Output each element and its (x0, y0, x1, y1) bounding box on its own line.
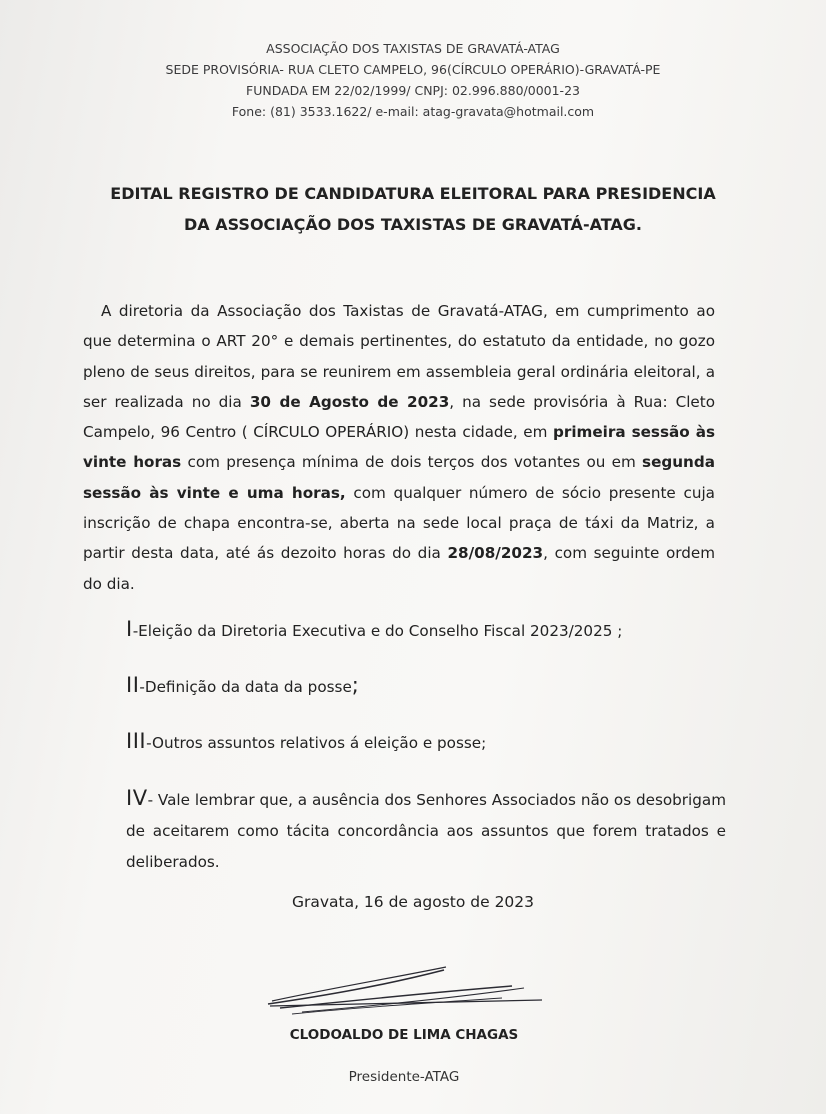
agenda-item-3 (126, 726, 726, 759)
agenda-text: - Vale lembrar que, a ausência dos Senhores Associados não os desobrigam de aceitarem como tácita concordância aos assuntos que forem tratados e deliberados. (126, 791, 726, 871)
title-line-1: EDITAL REGISTRO DE CANDIDATURA ELEITORAL PARA PRESIDENCIA (110, 184, 716, 203)
body-text-part: com qualquer número de sócio presente cuja inscrição de chapa encontra-se, aberta na sede local praça de táxi da Matriz, a partir desta data, até ás dezoito horas do dia (83, 483, 715, 563)
registration-deadline: 28/08/2023 (447, 544, 544, 563)
letterhead-contact: Fone: (81) 3533.1622/ e-mail: atag-gravata@hotmail.com (231, 104, 595, 119)
body-text-part: , na sede provisória à Rua: Cleto Campelo, 96 Centro ( CÍRCULO OPERÁRIO) nesta cidade, em (83, 392, 715, 442)
agenda-item-4 (126, 783, 726, 878)
agenda-numeral: II (126, 673, 140, 697)
letterhead-founding-cnpj: FUNDADA EM 22/02/1999/ CNPJ: 02.996.880/0001-23 (246, 83, 580, 98)
first-session: primeira sessão às vinte horas (83, 423, 715, 472)
signatory-name: CLODOALDO DE LIMA CHAGAS (289, 1027, 519, 1043)
body-text-part: A diretoria da Associação dos Taxistas de Gravatá-ATAG, em cumprimento ao que determina o ART 20° e demais pertinentes, do estatuto da entidade, no gozo pleno de seus direitos, para se reunirem em assembleia geral ordinária eleitoral, a ser realizada no dia (83, 302, 715, 411)
agenda-numeral: III (126, 729, 147, 753)
body-text-part: com presença mínima de dois terços dos votantes ou em (181, 453, 643, 472)
agenda-numeral: IV (126, 786, 148, 810)
agenda-item-2 (126, 670, 726, 703)
document-date: Gravata, 16 de agosto de 2023 (291, 893, 535, 911)
signatory-role: Presidente-ATAG (348, 1069, 460, 1085)
agenda-text: -Definição da data da posse (139, 678, 352, 696)
agenda-text: -Outros assuntos relativos á eleição e posse; (146, 734, 487, 752)
body-text-part: , com seguinte ordem do dia. (83, 544, 715, 593)
document-title (60, 178, 766, 240)
assembly-date: 30 de Agosto de 2023 (249, 392, 450, 411)
agenda-numeral: I (126, 617, 133, 641)
title-line-2: DA ASSOCIAÇÃO DOS TAXISTAS DE GRAVATÁ-ATAG. (184, 215, 642, 234)
second-session: segunda sessão às vinte e uma horas, (83, 453, 715, 502)
agenda-suffix: ; (351, 673, 360, 697)
letterhead (0, 38, 826, 122)
letterhead-address: SEDE PROVISÓRIA- RUA CLETO CAMPELO, 96(CÍRCULO OPERÁRIO)-GRAVATÁ-PE (165, 62, 661, 77)
agenda-text: -Eleição da Diretoria Executiva e do Conselho Fiscal 2023/2025 ; (132, 622, 623, 640)
letterhead-org-name: ASSOCIAÇÃO DOS TAXISTAS DE GRAVATÁ-ATAG (266, 41, 560, 56)
body-paragraph (83, 296, 715, 599)
handwritten-signature (262, 958, 552, 1028)
agenda-item-1 (126, 614, 726, 647)
